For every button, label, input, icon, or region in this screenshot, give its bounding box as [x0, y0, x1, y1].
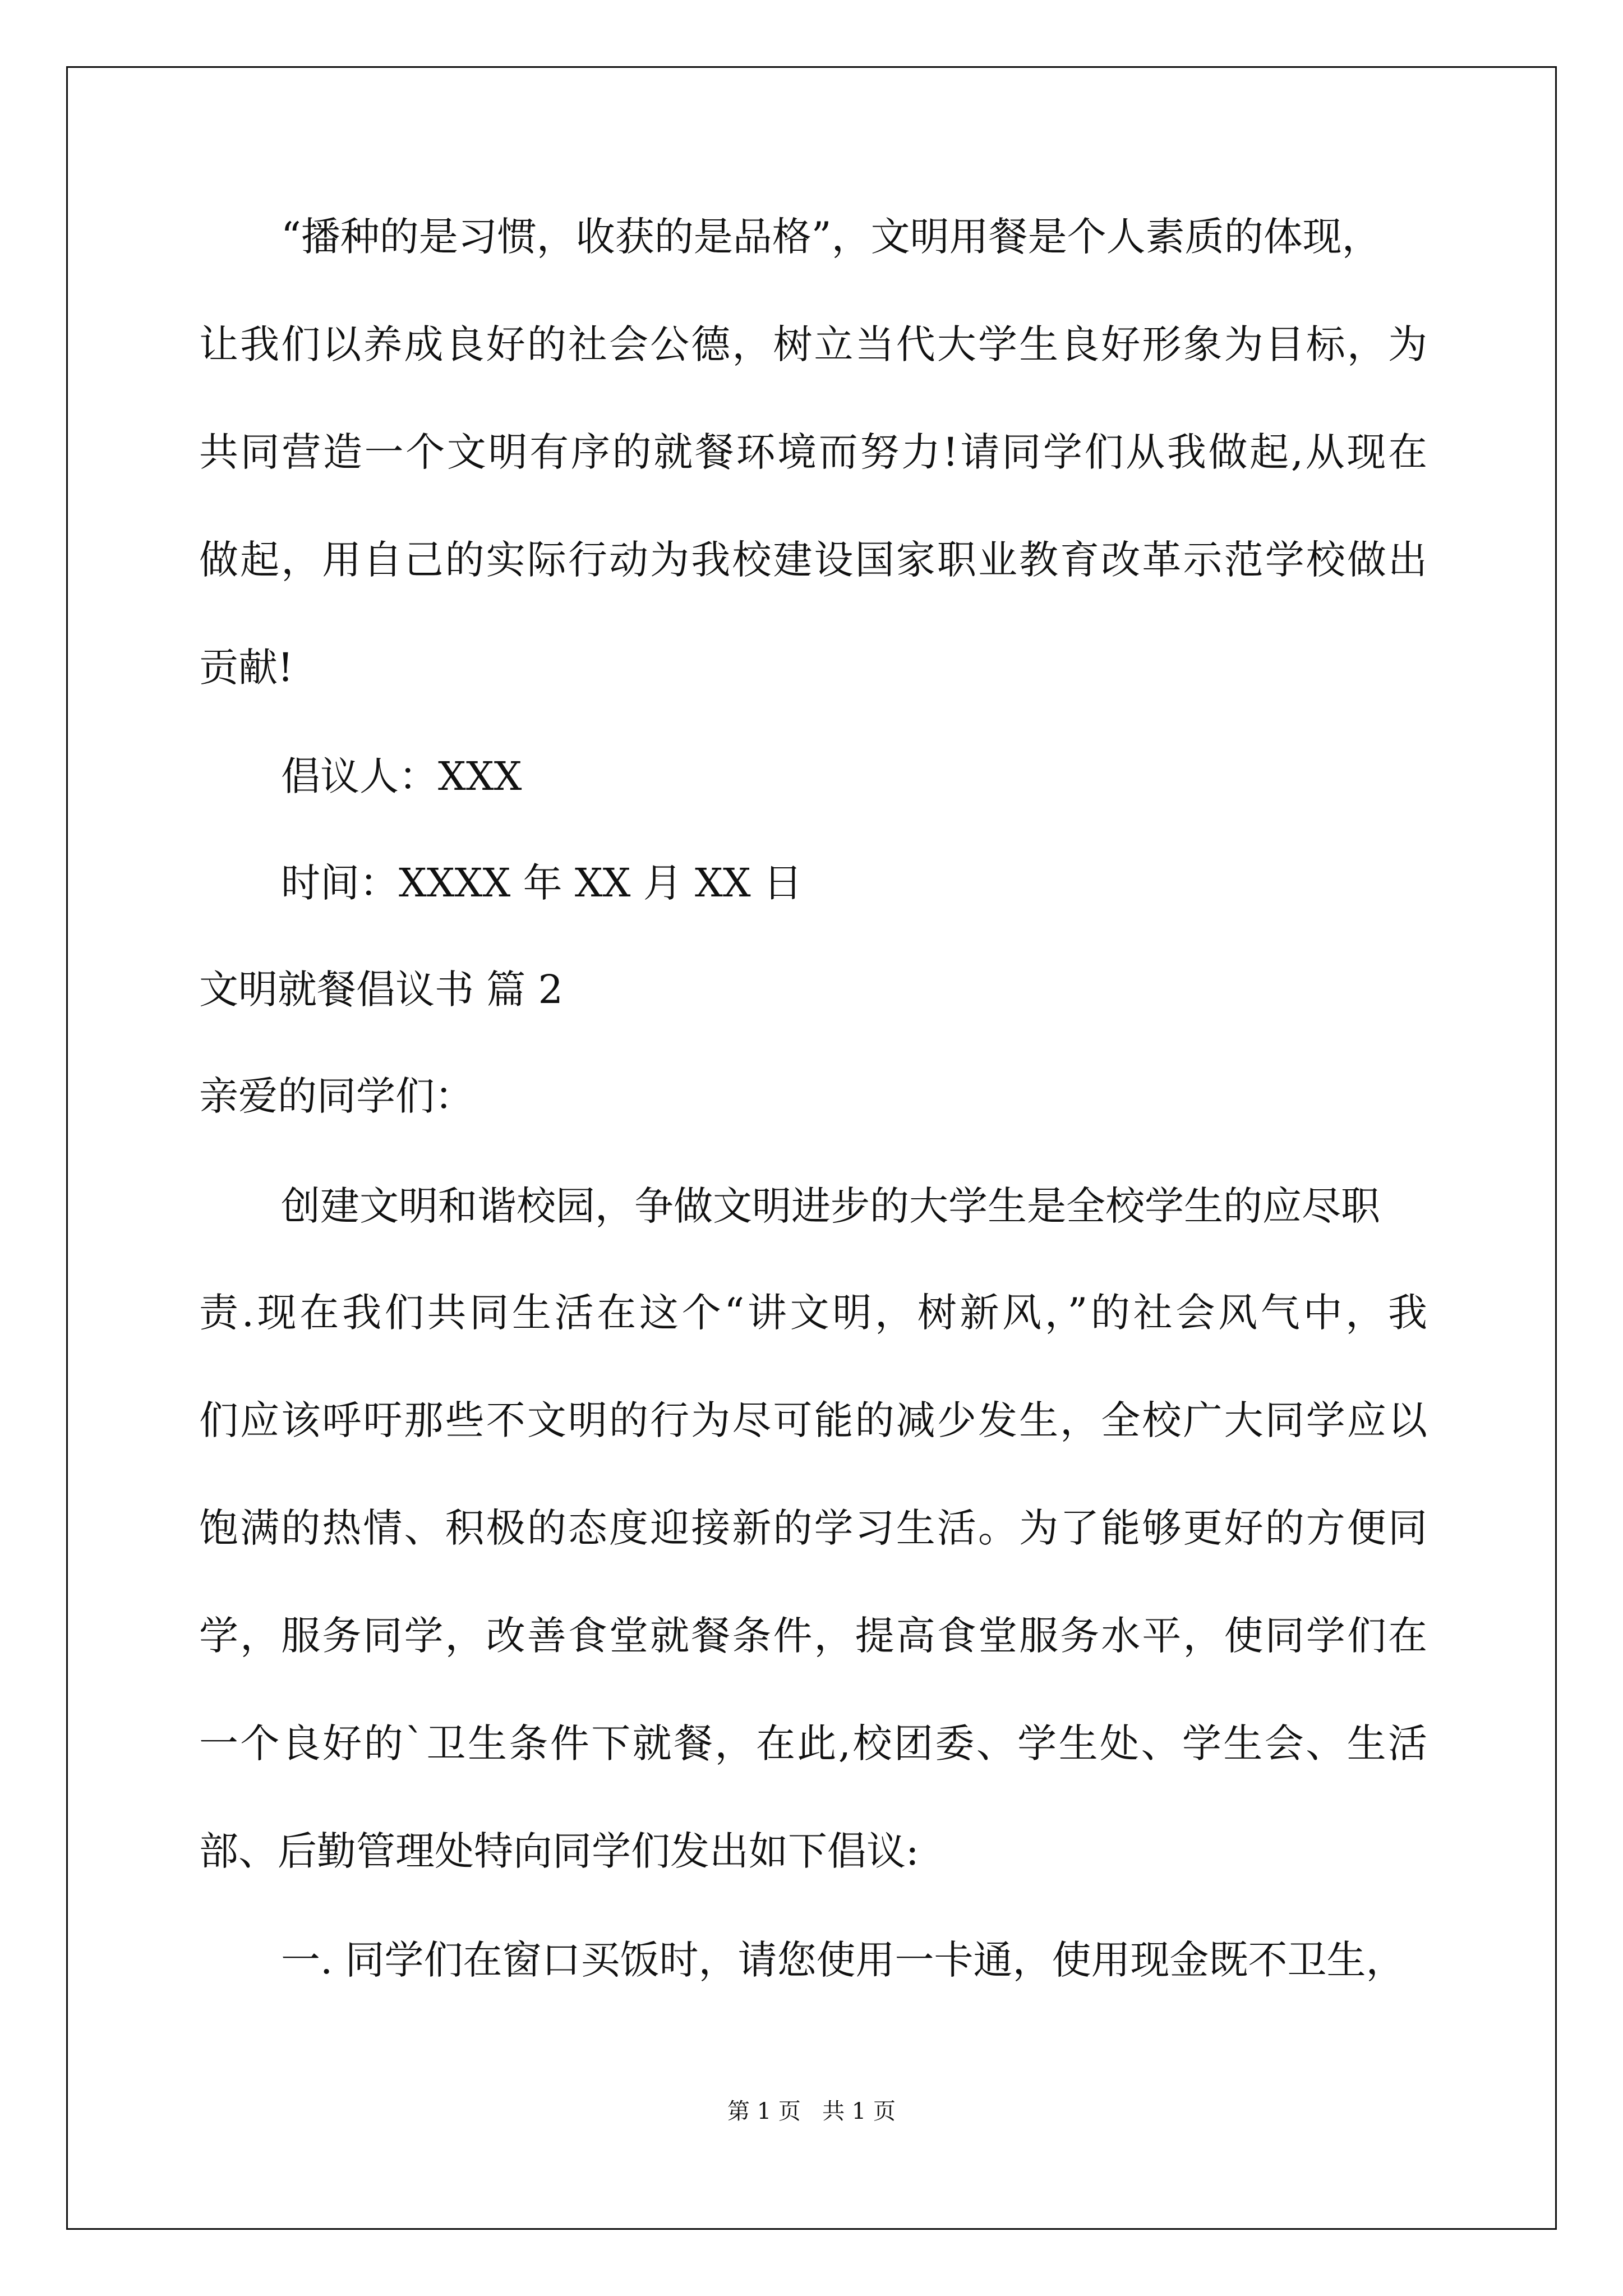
paragraph-line: 创建文明和谐校园，争做文明进步的大学生是全校学生的应尽职 [281, 1183, 1380, 1229]
paragraph-line: 们应该呼吁那些不文明的行为尽可能的减少发生，全校广大同学应以 [199, 1397, 1427, 1443]
section-heading: 文明就餐倡议书 篇 2 [199, 967, 564, 1013]
paragraph-line: 部、后勤管理处特向同学们发出如下倡议: [199, 1828, 919, 1874]
paragraph-line: 学，服务同学，改善食堂就餐条件，提高食堂服务水平，使同学们在 [199, 1613, 1427, 1659]
paragraph-line: 责.现在我们共同生活在这个“讲文明，树新风，”的社会风气中，我 [199, 1290, 1427, 1336]
salutation: 亲爱的同学们： [199, 1073, 474, 1119]
paragraph-line: 做起，用自己的实际行动为我校建设国家职业教育改革示范学校做出 [199, 537, 1427, 583]
paragraph-line: 一个良好的`卫生条件下就餐，在此,校团委、学生处、学生会、生活 [199, 1720, 1427, 1766]
date-line: 时间：XXXX 年 XX 月 XX 日 [281, 860, 803, 906]
paragraph-line: “播种的是习惯，收获的是品格”，文明用餐是个人素质的体现， [281, 214, 1381, 260]
paragraph-line: 共同营造一个文明有序的就餐环境而努力!请同学们从我做起,从现在 [199, 429, 1427, 475]
paragraph-line: 饱满的热情、积极的态度迎接新的学习生活。为了能够更好的方便同 [199, 1505, 1427, 1551]
page-footer: 第 1 页 共 1 页 [727, 2099, 896, 2124]
proposer-line: 倡议人：XXX [281, 753, 522, 799]
paragraph-line: 贡献! [199, 645, 294, 691]
paragraph-line: 让我们以养成良好的社会公德，树立当代大学生良好形象为目标，为 [199, 321, 1427, 367]
paragraph-line: 一. 同学们在窗口买饭时，请您使用一卡通，使用现金既不卫生， [281, 1937, 1405, 1983]
page-border [66, 66, 1557, 2230]
